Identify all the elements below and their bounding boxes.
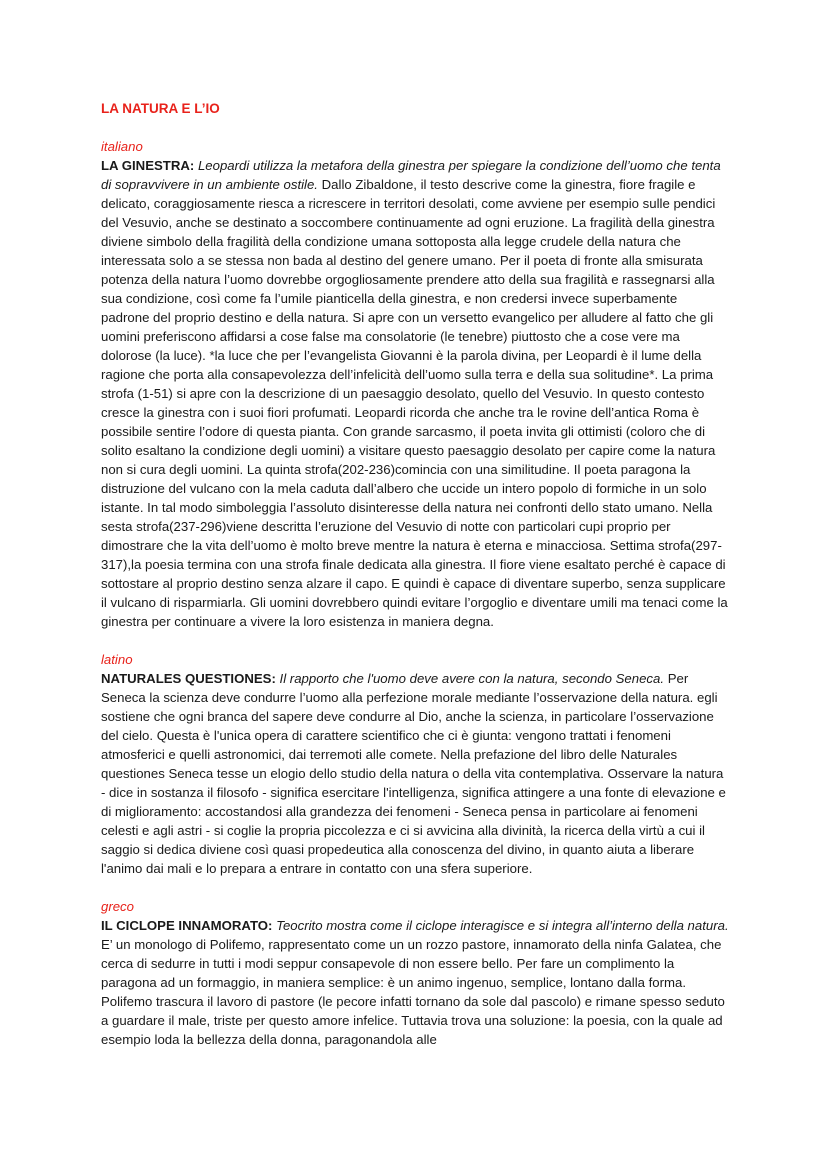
section-paragraph: [101, 916, 729, 1049]
section-body: E’ un monologo di Polifemo, rappresentato come un un rozzo pastore, innamorato della ninfa Galatea, che cerca di sedurre in tutti i modi seppur consapevole di non essere bello. Per fare un complimento la paragona ad un formaggio, in maniera semplice: è un animo ingenuo, semplice, lontano dalla forma. Polifemo trascura il lavoro di pastore (le pecore infatti tornano da sole dal pascolo) e rimane spesso seduto a guardare il male, triste per questo amore infelice. Tuttavia trova una soluzione: la poesia, con la quale ad esempio loda la bellezza della donna, paragonandola alle: [101, 937, 725, 1047]
section-language-label: italiano: [101, 139, 143, 154]
section-greco: [101, 897, 729, 1049]
section-heading: IL CICLOPE INNAMORATO:: [101, 918, 273, 933]
section-body: Per Seneca la scienza deve condurre l’uomo alla perfezione morale mediante l’osservazione della natura. egli sostiene che ogni branca del sapere deve condurre al Dio, anche la scienza, in particolare l’osservazione del cielo. Questa è l'unica opera di carattere scientifico che ci è giunta: vengono trattati i fenomeni atmosferici e quelli astronomici, dai terremoti alle comete. Nella prefazione del libro delle Naturales questiones Seneca tesse un elogio dello studio della natura o della vita contemplativa. Osservare la natura - dice in sostanza il filosofo - significa esercitare l'intelligenza, significa attingere a una fonte di elevazione e di miglioramento: accostandosi alla grandezza dei fenomeni - Seneca pensa in particolare ai fenomeni celesti e agli astri - si coglie la propria piccolezza e ci si avvicina alla divinità, la ricerca della virtù a cui il saggio si dedica diviene così quasi propedeutica alla conoscenza del divino, in quanto aiuta a liberare l'animo dai mali e lo prepara a entrare in contatto con una sfera superiore.: [101, 671, 726, 876]
section-lead: Il rapporto che l'uomo deve avere con la natura, secondo Seneca.: [279, 671, 665, 686]
section-paragraph: [101, 156, 729, 631]
section-body: Dallo Zibaldone, il testo descrive come la ginestra, fiore fragile e delicato, coraggiosamente riesca a ricrescere in territori desolati, come avviene per esempio sulle pendici del Vesuvio, anche se destinato a soccombere continuamente ad ogni eruzione. La fragilità della ginestra diviene simbolo della fragilità della condizione umana sottoposta alla legge crudele della natura che interessata solo a se stessa non bada al destino del genere umano. Per il poeta di fronte alla smisurata potenza della natura l’uomo dovrebbe orgogliosamente prendere atto della sua fragilità e rassegnarsi alla sua condizione, così come fa l’umile pianticella della ginestra, e non credersi invece superbamente padrone del proprio destino e della natura. Si apre con un versetto evangelico per alludere al fatto che gli uomini preferiscono affidarsi a cose false ma consolatorie (le tenebre) piuttosto che a cose vere ma dolorose (la luce). *la luce che per l’evangelista Giovanni è la parola divina, per Leopardi è il lume della ragione che porta alla consapevolezza dell’infelicità dell’uomo sulla terra e della sua solitudine*. La prima strofa (1-51) si apre con la descrizione di un paesaggio desolato, quello del Vesuvio. In questo contesto cresce la ginestra con i suoi fiori profumati. Leopardi ricorda che anche tra le rovine dell’antica Roma è possibile sentire l’odore di questa pianta. Con grande sarcasmo, il poeta invita gli ottimisti (coloro che di solito esaltano la condizione degli uomini) a visitare questo paesaggio desolato per capire come la natura non si cura degli uomini. La quinta strofa(202-236)comincia con una similitudine. Il poeta paragona la distruzione del vulcano con la mela caduta dall’albero che uccide un intero popolo di formiche in un solo istante. In tal modo simboleggia l’assoluto disinteresse della natura nei confronti dello stato umano. Nella sesta strofa(237-296)viene descritta l’eruzione del Vesuvio di notte con particolari cupi proprio per dimostrare che la vita dell’uomo è molto breve mentre la natura è eterna e minacciosa. Settima strofa(297-317),la poesia termina con una strofa finale dedicata alla ginestra. Il fiore viene esaltato perché è capace di sottostare al proprio destino senza alzare il capo. E quindi è capace di diventare superbo, senza supplicare il vulcano di risparmiarla. Gli uomini dovrebbero quindi evitare l’orgoglio e diventare umili ma tenaci come la ginestra per continuare a vivere la loro esistenza in maniera degna.: [101, 177, 728, 629]
section-paragraph: [101, 669, 729, 878]
section-lead: Leopardi utilizza la metafora della ginestra per spiegare la condizione dell’uomo che tenta di sopravvivere in un ambiente ostile.: [101, 158, 721, 192]
section-heading: LA GINESTRA:: [101, 158, 195, 173]
section-heading: NATURALES QUESTIONES:: [101, 671, 276, 686]
section-lead: Teocrito mostra come il ciclope interagisce e si integra all’interno della natura.: [276, 918, 729, 933]
section-italiano: [101, 137, 729, 631]
section-language-label: greco: [101, 899, 134, 914]
section-language-label: latino: [101, 652, 133, 667]
section-latino: [101, 650, 729, 878]
document-title: LA NATURA E L’IO: [101, 101, 220, 116]
document-content: [101, 99, 729, 1068]
